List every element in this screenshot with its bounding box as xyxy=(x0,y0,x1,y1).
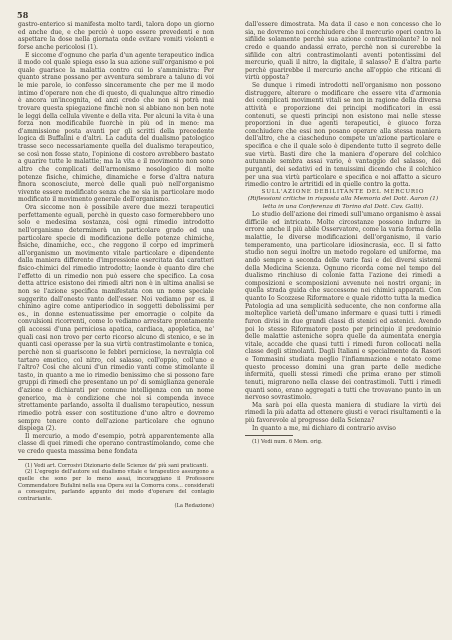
paragraph: Il mercurio, a modo d'esempio, potrà apparentemente alla classe di quei rimedi che operano contrastimolando, come che ve credo questa massima bene fondata xyxy=(18,432,214,455)
right-column xyxy=(245,21,441,446)
paragraph: Lo studio dell'azione dei rimedi sull'umano organismo è assai difficile ed intricato. Molte circostanze possono indurre in errore anche il più abile Osservatore, come la varia forma della malattie, le diverse modificazioni dell'organismo, il vario temperamento, una particolare idiosincrasia, ecc. Il si fatto studio non segui inoltre un metodo regolare ed uniforme, ma andò sempre a seconda delle varie fasi e dei diversi sistemi della Medicina Scienza. Ognuno ricorda come nel tempo del dualismo rinchiuso di colonie fatta l'azione dei rimedi a composizioni e scomposizioni avvenute nei nostri organi; in quella strada guida che successone nei chimici apparati. Con quanto Io Scozzese Riformatore e quale ridotto tutta la medica Patologia ad una semplicità seducente, che non conforme alla molteplice varietà dell'umano infermare e quasi tutti i rimedi furon divisi in due grandi classi di stenici ed astenici. Avendo poi lo stesso Riformatore posto per principio il predominio delle malattie asteniche sopra quelle da aumentata energia vitale, accadde che quasi tutti i rimedi furon collocati nella classe degli stimolanti. Dagli Italiani e specialmente da Rasori e Tommasini studiata meglio l'infiammazione e notato come questo processo domini una gran parte delle mediche infermità, quelli stessi rimedi che prima erano per stimoli tenuti, migrarono nella classe dei contrastimoli. Tutti i rimedi quanti sono, erano aggregati a tutti che trovavano punto in un nervoso sovrastimolo. xyxy=(245,211,441,402)
footnote: (1) Vedi art. Corrosivi Dizionario delle Scienze da' più sani praticanti. xyxy=(25,462,208,469)
paragraph: E siccome d'ognuno che parla d'un agente terapeutico indica il modo col quale spiega esso la sua azione sull'organismo e poi quale guarisce la malattia contro cui lo s'amministra: Per quanto strane possano per avventura sembrare a taluno di voi le mie parole, io confesso sinceramente che per me il modo intimo d'operare non che di questo, di qualunque altro rimedio è ancora un'incognita, ed anzi credo che non si potrà mai trovare questa spiegazione finchè non si abbiano non ben note le leggi della cellula vivente e della vita. Per alcuni la vita è una forza non modificabile fuorchè in più od in meno: ma d'ammissione posta avanti per gli scritti della precedente logica di Buffalini e d'altri. La caduta del dualismo patologico trasse seco necessariamente quella del dualismo terapeutico, se così non fosse stato, l'opinione di costoro avrebbero bastato a guarire tutte le malattie; ma la vita e il movimento non sono altro che complicati dell'armonismo nosologico di molte potenze fisiche, chimiche, dinamiche e forse d'altra natura finora sconosciute, mercè delle quali può nell'organismo vivente essere modificato senza che ne sia in particolare modo modificato il movimento generale dell'organismo. xyxy=(18,51,214,204)
paragraph: dall'essere dimostrata. Ma data il caso e non concesso che lo sia, ne dovremo noi conchiudere che il mercurio operi contro la sifilide solamente perchè sua azione contrastimolante? lo nol credo e quando andassi errato, perchè non si curerebbe la sifilide con altri contrastimolanti aventi potentissimi del mercurio, quali il nitro, la digitale, il salasso? E d'altra parte perchè guarirebbe il mercurio anche all'oppio che riticani di virtù opposta? xyxy=(245,21,441,82)
left-column xyxy=(18,21,214,510)
paragraph: Ma sarà poi ella questa maniera di studiare la virtù dei rimedi la più adatta ad ottenere giusti e veraci risultamenti e la più favorevole al progresso della Scienza? xyxy=(245,401,441,425)
section-subheading: (Riflessioni critiche in risposta alla Memoria del Dott. Aaron (1) letta in una Conferenza di Torino dal Dott. Cav. Galli). xyxy=(247,196,439,210)
paragraph: gastro-enterico si manifesta molto tardi, talora dopo un giorno ed anche due, e che perciò è uopo essere prevedenti e non aspettare la dose nella giornata onde evitare vomiti violenti e forse anche pericolosi (1). xyxy=(18,21,214,51)
paragraph: Se dunque i rimedi introdotti nell'organismo non possono distruggere, alterare o modificare che essere vita d'armonia dei complicati movimenti vitali se non in ragione della diversa attività e proporzione dei principi modificatori in essi contenuti, se questi principi non esistono mai nelle stesse proporzioni in due agenti terapeutici, è giuoco forza conchiudere che essi non posano operare alla stessa maniera dell'altro, che a ciascheduno compete un'azione particolare e specifica e che il quale solo è dipendente tutto il segreto delle sue virtù. Basti dire che la maniera d'operare del colchico autunnale sembra assai vario, è vantaggio del salasso, dei purganti, dei sedativi ed in tenuissimi dicendo che il colchico per una sua virtù particolare e specifica e noi affatto a sicuro rimedio contro le artritidi ed in quelle contro la gotta. xyxy=(245,82,441,189)
footnote: (1) Vedi num. 6 Mem. orig. xyxy=(252,439,323,446)
section-heading: SULL'AZIONE DEBILITANTE DEL MERCURIO xyxy=(261,188,425,195)
footnote-divider xyxy=(18,459,66,460)
footnote: (2) L'egregio dell'autore sul dualismo vitale e terapeutico assurgono a quelle che sono per lo meno assai, incoraggiano il Professore Commendatore Bufalini nella sua Opera sui la Comorra cons... considerati a conseguire, parlando appunto dei modo d'operare del contagio contrariante. xyxy=(18,469,214,503)
footnote-divider xyxy=(245,435,293,436)
page-number: 58 xyxy=(17,10,29,20)
footnote-signature: (La Redazione) xyxy=(174,502,214,509)
paragraph: In quanto a me, mi dichiaro di contrario avviso xyxy=(252,424,396,432)
paragraph: Ora siccome non è possibile avere due mezzi terapeutici perfettamente eguali, perchè in questo caso formerebbero uno solo e medesima sostanza, così ogni rimedio introdotto nell'organismo determinerà un particolare grado ed una particolare specie di modificazione delle potenze chimiche, fisiche, dinamiche, ecc., che reggono il corpo ed imprimerà all'organismo un movimento vitale particolare e dipendente dalla maniera differente d'impressione esercitata dai caratteri fisico-chimici del rimedio introdotto; laonde è quanto dire che l'effetto di un rimedio non può essere che specifico. La cosa detta attrice esistono dei rimedi altri non è in ultima analisi se non se l'azione specifica manifestata con un nome speciale suggerito dall'onesto vanto dell'esser. Noi vediamo per es. il chinino agire come antiperiodico in soggetti debolissimi per es., in donne estenuatissime per emorragie o colpite da convulsioni ricorrenti, come lo vediamo arrestare prontamente gli accessi d'una perniciosa apatica, cardiaca, apopletica, ne' quali casi non trovo per certo ricorso alcuno di stenico, e se in quanti casi operasse per la sua virtù contrastimolante e tonica, perchè non si guariscono le febbri perniciose, la nevralgia col tartaro emetico, col nitro, col salasso, coll'oppio, coll'uno e l'altro? Così che alcuni d'un rimedio vanti come stimolante il tasto, in quanto a me io rimedio benissimo che si possono fare gruppi di rimedi che presentano un po' di somiglianza generale d'azione e dichiarati per comune intelligenza con un nome generico, ma è condizione che noi si compenda invece strettamente parlando, assolta il dualismo terapeutico, nessun rimedio potrà esser con sostituzione d'uno altro e dovremo sempre tenere conto dell'azione particolare che ognuno dispiega (2). xyxy=(18,204,214,433)
